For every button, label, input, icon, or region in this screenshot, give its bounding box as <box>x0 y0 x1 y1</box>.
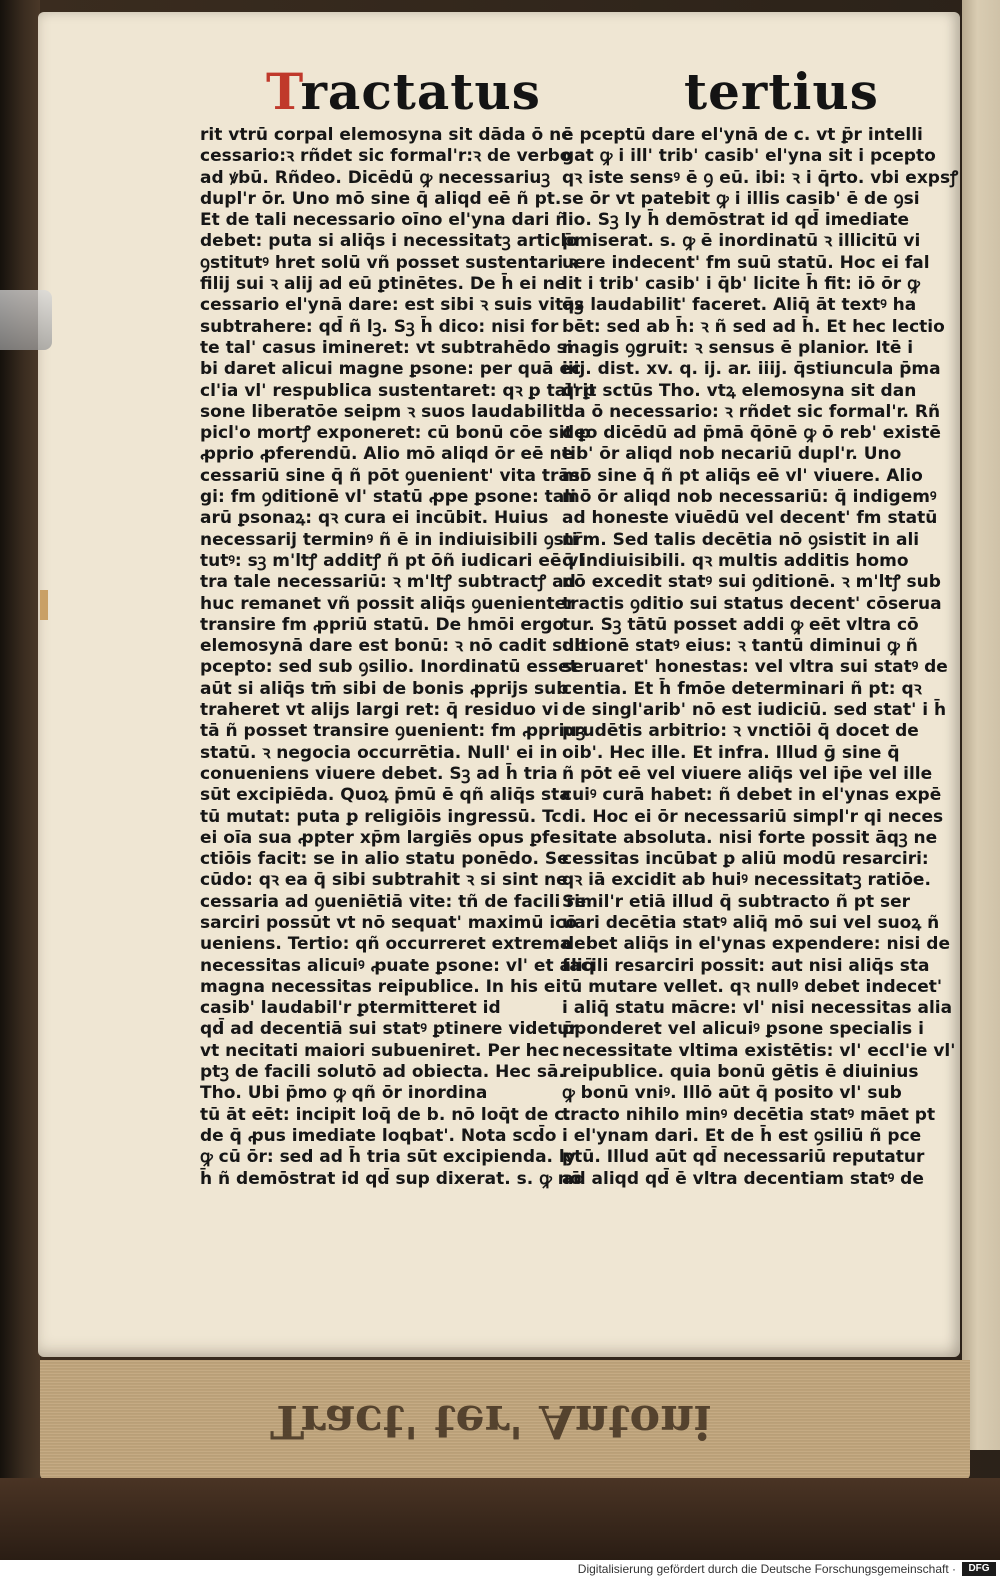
text-line: necessitas alicuiꝰ ꝓuate ꝑsone: vl' et aliq̄ <box>200 955 595 976</box>
text-line: cessario:ꝛ rñdet sic formal'r:ꝛ de verbo <box>200 146 572 167</box>
text-line: sūt excipiēda. Quoꝝ p̄mū ē qñ aliq̄s sta <box>200 785 571 806</box>
text-line: cl'ia vl' respublica sustentaret: qꝛ ꝑ tal' ꝑ <box>200 380 596 401</box>
text-line: seruaret' honestas: vel vltra sui statꝰ de <box>562 657 948 678</box>
text-line: debet aliq̄s in el'ynas expendere: nisi de <box>562 934 950 955</box>
text-line: iiij. dist. xv. q. ij. ar. iiij. q̄stiuncula p̄ma <box>562 359 941 380</box>
running-head-left <box>266 62 541 121</box>
text-line: tib' ōr aliqd nob necariū dupl'r. Uno <box>562 444 902 465</box>
text-line: ditionē statꝰ eius: ꝛ tantū diminui ꝙ ñ <box>562 636 918 657</box>
book-cover-bottom <box>0 1478 1000 1560</box>
text-line: h̄ ñ demōstrat id qd̄ sup dixerat. s. ꝙ nō <box>200 1168 582 1189</box>
text-line: cessitas incūbat ꝑ aliū modū resarciri: <box>562 849 929 870</box>
text-line: sarciri possūt vt nō sequat' maximū icō <box>200 912 578 933</box>
text-line: lio. Sꝫ ly h̄ demōstrat id qd̄ imediate <box>562 210 910 231</box>
facing-page-edge <box>962 0 1000 1450</box>
text-line: necessitate vltima existētis: vl' eccl'ie vl' <box>562 1040 956 1061</box>
text-line: de q̄ ꝓus imediate loqbat'. Nota scd̄o <box>200 1125 557 1146</box>
text-line: q̄ indiuisibili. qꝛ multis additis homo <box>562 550 909 571</box>
text-line: de singl'arib' nō est iudiciū. sed stat' i h̄ <box>562 700 947 721</box>
text-line: gi: fm ꝯditionē vl' statū ꝓpe ꝑsone: tali <box>200 487 576 508</box>
text-line: subtrahere: qd̄ ñ lꝫ. Sꝫ h̄ dico: nisi for <box>200 316 559 337</box>
text-line: conueniens viuere debet. Sꝫ ad h̄ tria <box>200 763 558 784</box>
text-line: ñ pōt eē vel viuere aliq̄s vel ip̄e vel ille <box>562 763 933 784</box>
text-line: magis ꝯgruit: ꝛ sensus ē planior. Itē i <box>562 337 914 358</box>
text-line: tū āt eēt: incipit loq̄ de b. nō loq̄t de c. <box>200 1104 571 1125</box>
text-line: cuiꝰ curā habet: ñ debet in el'ynas expē <box>562 785 942 806</box>
text-line: p̄ponderet vel alicuiꝰ ꝑsone specialis i <box>562 1019 924 1040</box>
text-line: nr̄m. Sed talis decētia nō ꝯsistit in ali <box>562 529 920 550</box>
text-line: bi daret alicui magne ꝑsone: per quā ec <box>200 359 582 380</box>
text-line: tracto nihilo minꝰ decētia statꝰ māet pt <box>562 1104 936 1125</box>
text-line: ei oīa sua ꝓpter xp̄m largiēs opus ꝑfe <box>200 827 561 848</box>
text-line: ad honeste viuēdū vel decent' fm statū <box>562 508 938 529</box>
text-line: sitate absoluta. nisi forte possit āqꝫ ne <box>562 827 938 848</box>
footer-credit: Digitalisierung gefördert durch die Deutsche Forschungsgemeinschaft · <box>577 1562 956 1576</box>
text-line: ctiōis facit: se in alio statu ponēdo. Se <box>200 849 569 870</box>
text-line: ē pceptū dare el'ynā de c. vt ꝑ̄r intelli <box>562 125 923 145</box>
text-line: Et de tali necessario oīno el'yna dari ñ <box>200 210 568 231</box>
text-column-left <box>200 125 596 1190</box>
running-head-right: tertius <box>684 62 879 121</box>
text-line: deo dicēdū ad p̄mā q̄ōnē ꝙ ō reb' existē <box>562 423 941 444</box>
text-line: ꝙ bonū vniꝰ. Illō aūt q̄ posito vl' sub <box>562 1083 902 1104</box>
book-spine <box>0 0 40 1480</box>
text-line: tū mutare vellet. qꝛ nullꝰ debet indecet' <box>562 976 943 997</box>
rubricated-initial: T <box>266 62 301 121</box>
text-line: uere indecent' fm suū statū. Hoc ei fal <box>562 252 930 273</box>
edge-inscription: Tract' ter' Antoni <box>270 1395 712 1449</box>
text-line: se ōr vt patebit ꝙ i illis casib' ē de ꝯsi <box>562 188 920 209</box>
text-line: facili resarciri possit: aut nisi aliq̄s sta <box>562 955 930 976</box>
text-line: transire fm ꝓpriū statū. De hmōi ergo <box>200 614 565 635</box>
text-line: cessaria ad ꝯueniētiā vite: tñ de facili re <box>200 891 587 912</box>
text-line: qꝛ iā excidit ab huiꝰ necessitatꝫ ratiōe. <box>562 870 931 891</box>
text-line: magna necessitas reipublice. In his ei <box>200 976 562 997</box>
page-clip <box>0 290 52 350</box>
text-line: qꝛ iste sensꝰ ē ꝯ eū. ibi: ꝛ i q̄rto. vbi expsꝭ <box>562 167 959 188</box>
text-line: ptū. Illud aūt qd̄ necessariū reputatur <box>562 1147 925 1168</box>
text-line: q̄rit sctūs Tho. vtꝝ elemosyna sit dan <box>562 380 917 401</box>
text-line: tractis ꝯditio sui status decent' cōserua <box>562 593 942 614</box>
text-line: centia. Et h̄ fmōe determinari ñ pt: qꝛ <box>562 678 922 699</box>
text-line: ꝯstitutꝰ hret solū vñ posset sustentari ꝛ <box>200 252 578 273</box>
text-line: di. Hoc ei ōr necessariū simpl'r qi neces <box>562 806 944 827</box>
text-line: huc remanet vñ possit aliq̄s ꝯuenienter <box>200 593 575 614</box>
bookmark-ribbon <box>40 590 48 620</box>
text-column-right <box>562 125 959 1190</box>
text-line: tū mutat: puta ꝑ religiōis ingressū. Tc <box>200 806 562 827</box>
text-line: reipublice. quia bonū gētis ē diuinius <box>562 1062 919 1083</box>
text-line: ad aliqd qd̄ ē vltra decentiam statꝰ de <box>562 1168 924 1189</box>
text-line: pcepto: sed sub ꝯsilio. Inordinatū esset <box>200 657 578 678</box>
text-line: tra tale necessariū: ꝛ m'ltꝭ subtractꝭ ad <box>200 572 576 593</box>
text-line: te tal' casus imineret: vt subtrahēdo si <box>200 337 573 358</box>
text-line: cessario el'ynā dare: est sibi ꝛ suis vitaꝫ <box>200 295 584 316</box>
text-line: p̄miserat. s. ꝙ ē inordinatū ꝛ illicitū vi <box>562 231 921 252</box>
text-line: ptꝫ de facili solutō ad obiecta. Hec sā. <box>200 1062 565 1083</box>
text-line: prudētis arbitrio: ꝛ vnctiōi q̄ docet de <box>562 721 919 742</box>
running-head-left-text: ractatus <box>300 62 541 121</box>
text-line: mō ōr aliqd nob necessariū: q̄ indigemꝰ <box>562 487 937 508</box>
text-line: cūdo: qꝛ ea q̄ sibi subtrahit ꝛ si sint ne <box>200 870 568 891</box>
text-line: mō sine q̄ ñ pt aliq̄s eē vl' viuere. Alio <box>562 465 923 486</box>
text-line: statū. ꝛ negocia occurrētia. Null' ei in <box>200 742 558 763</box>
text-line: rit vtrū corpal elemosyna sit dāda ō ne <box>200 125 573 145</box>
text-line: dupl'r ōr. Uno mō sine q̄ aliqd eē ñ pt. <box>200 188 562 209</box>
text-line: ꝓprio ꝓferendū. Alio mō aliqd ōr eē ne <box>200 444 574 465</box>
text-line: q̄s laudabilit' faceret. Aliq̄ āt textꝰ ha <box>562 295 917 316</box>
text-line: bēt: sed ab h̄: ꝛ ñ sed ad h̄. Et hec lectio <box>562 316 945 337</box>
text-line: aūt si aliq̄s tm̄ sibi de bonis ꝓprijs sub <box>200 678 569 699</box>
text-line: filij sui ꝛ alij ad eū ꝑtinētes. De h̄ ei ne <box>200 274 567 295</box>
text-line: arū ꝑsonaꝝ: qꝛ cura ei incūbit. Huius <box>200 508 549 529</box>
digitization-footer <box>0 1560 1000 1579</box>
text-line: ad ꝟbū. Rñdeo. Dicēdū ꝙ necessariuꝫ <box>200 167 551 188</box>
text-line: gat ꝙ i ill' trib' casib' el'yna sit i pcepto <box>562 146 936 167</box>
text-line: i aliq̄ statu mācre: vl' nisi necessitas alia <box>562 998 953 1019</box>
text-line: i el'ynam dari. Et de h̄ est ꝯsiliū ñ pce <box>562 1125 922 1146</box>
dfg-logo: DFG <box>962 1562 996 1576</box>
text-line: debet: puta si aliq̄s i necessitatꝫ articlo <box>200 231 578 252</box>
text-line: elemosynā dare est bonū: ꝛ nō cadit sub <box>200 636 587 657</box>
text-line: sone liberatōe seipm ꝛ suos laudabilit' <box>200 401 568 422</box>
text-line: ueniens. Tertio: qñ occurreret extrema <box>200 934 572 955</box>
text-line: nō excedit statꝰ sui ꝯditionē. ꝛ m'ltꝭ sub <box>562 572 941 593</box>
text-line: ꝙ cū ōr: sed ad h̄ tria sūt excipienda. ly <box>200 1147 576 1168</box>
text-line: picl'o mortꝭ exponeret: cū bonū cōe sit ꝑ <box>200 423 591 444</box>
text-line: casib' laudabil'r ꝑtermitteret id <box>200 998 501 1019</box>
text-line: qd̄ ad decentiā sui statꝰ ꝑtinere videtur <box>200 1019 578 1040</box>
text-line: tur. Sꝫ tātū posset addi ꝙ eēt vltra cō <box>562 614 919 635</box>
text-line: oib'. Hec ille. Et infra. Illud ḡ sine q̄ <box>562 742 900 763</box>
text-line: traheret vt alijs largi ret: q̄ residuo vi <box>200 700 559 721</box>
text-line: Simil'r etiā illud q̄ subtracto ñ pt ser <box>562 891 911 912</box>
text-line: tutꝰ: sꝫ m'ltꝭ additꝭ ñ pt ōñ iudicari eē vl <box>200 550 585 571</box>
text-line: necessarij terminꝰ ñ ē in indiuisibili ꝯsti <box>200 529 578 550</box>
text-line: da ō necessario: ꝛ rñdet sic formal'r. Rñ <box>562 401 941 422</box>
text-line: Tho. Ubi p̄mo ꝙ qñ ōr inordina <box>200 1083 488 1104</box>
text-line: uari decētia statꝰ aliq̄ mō sui vel suoꝝ ñ <box>562 912 940 933</box>
text-line: vt necitati maiori subueniret. Per hec <box>200 1040 560 1061</box>
text-line: cessariū sine q̄ ñ pōt ꝯuenient' vita trāsi <box>200 465 586 486</box>
text-line: tā ñ posset transire ꝯuenient: fm ꝓpriuꝫ <box>200 721 586 742</box>
text-line: lit i trib' casib' i q̄b' licite h̄ fit: iō ōr ꝙ <box>562 274 920 295</box>
